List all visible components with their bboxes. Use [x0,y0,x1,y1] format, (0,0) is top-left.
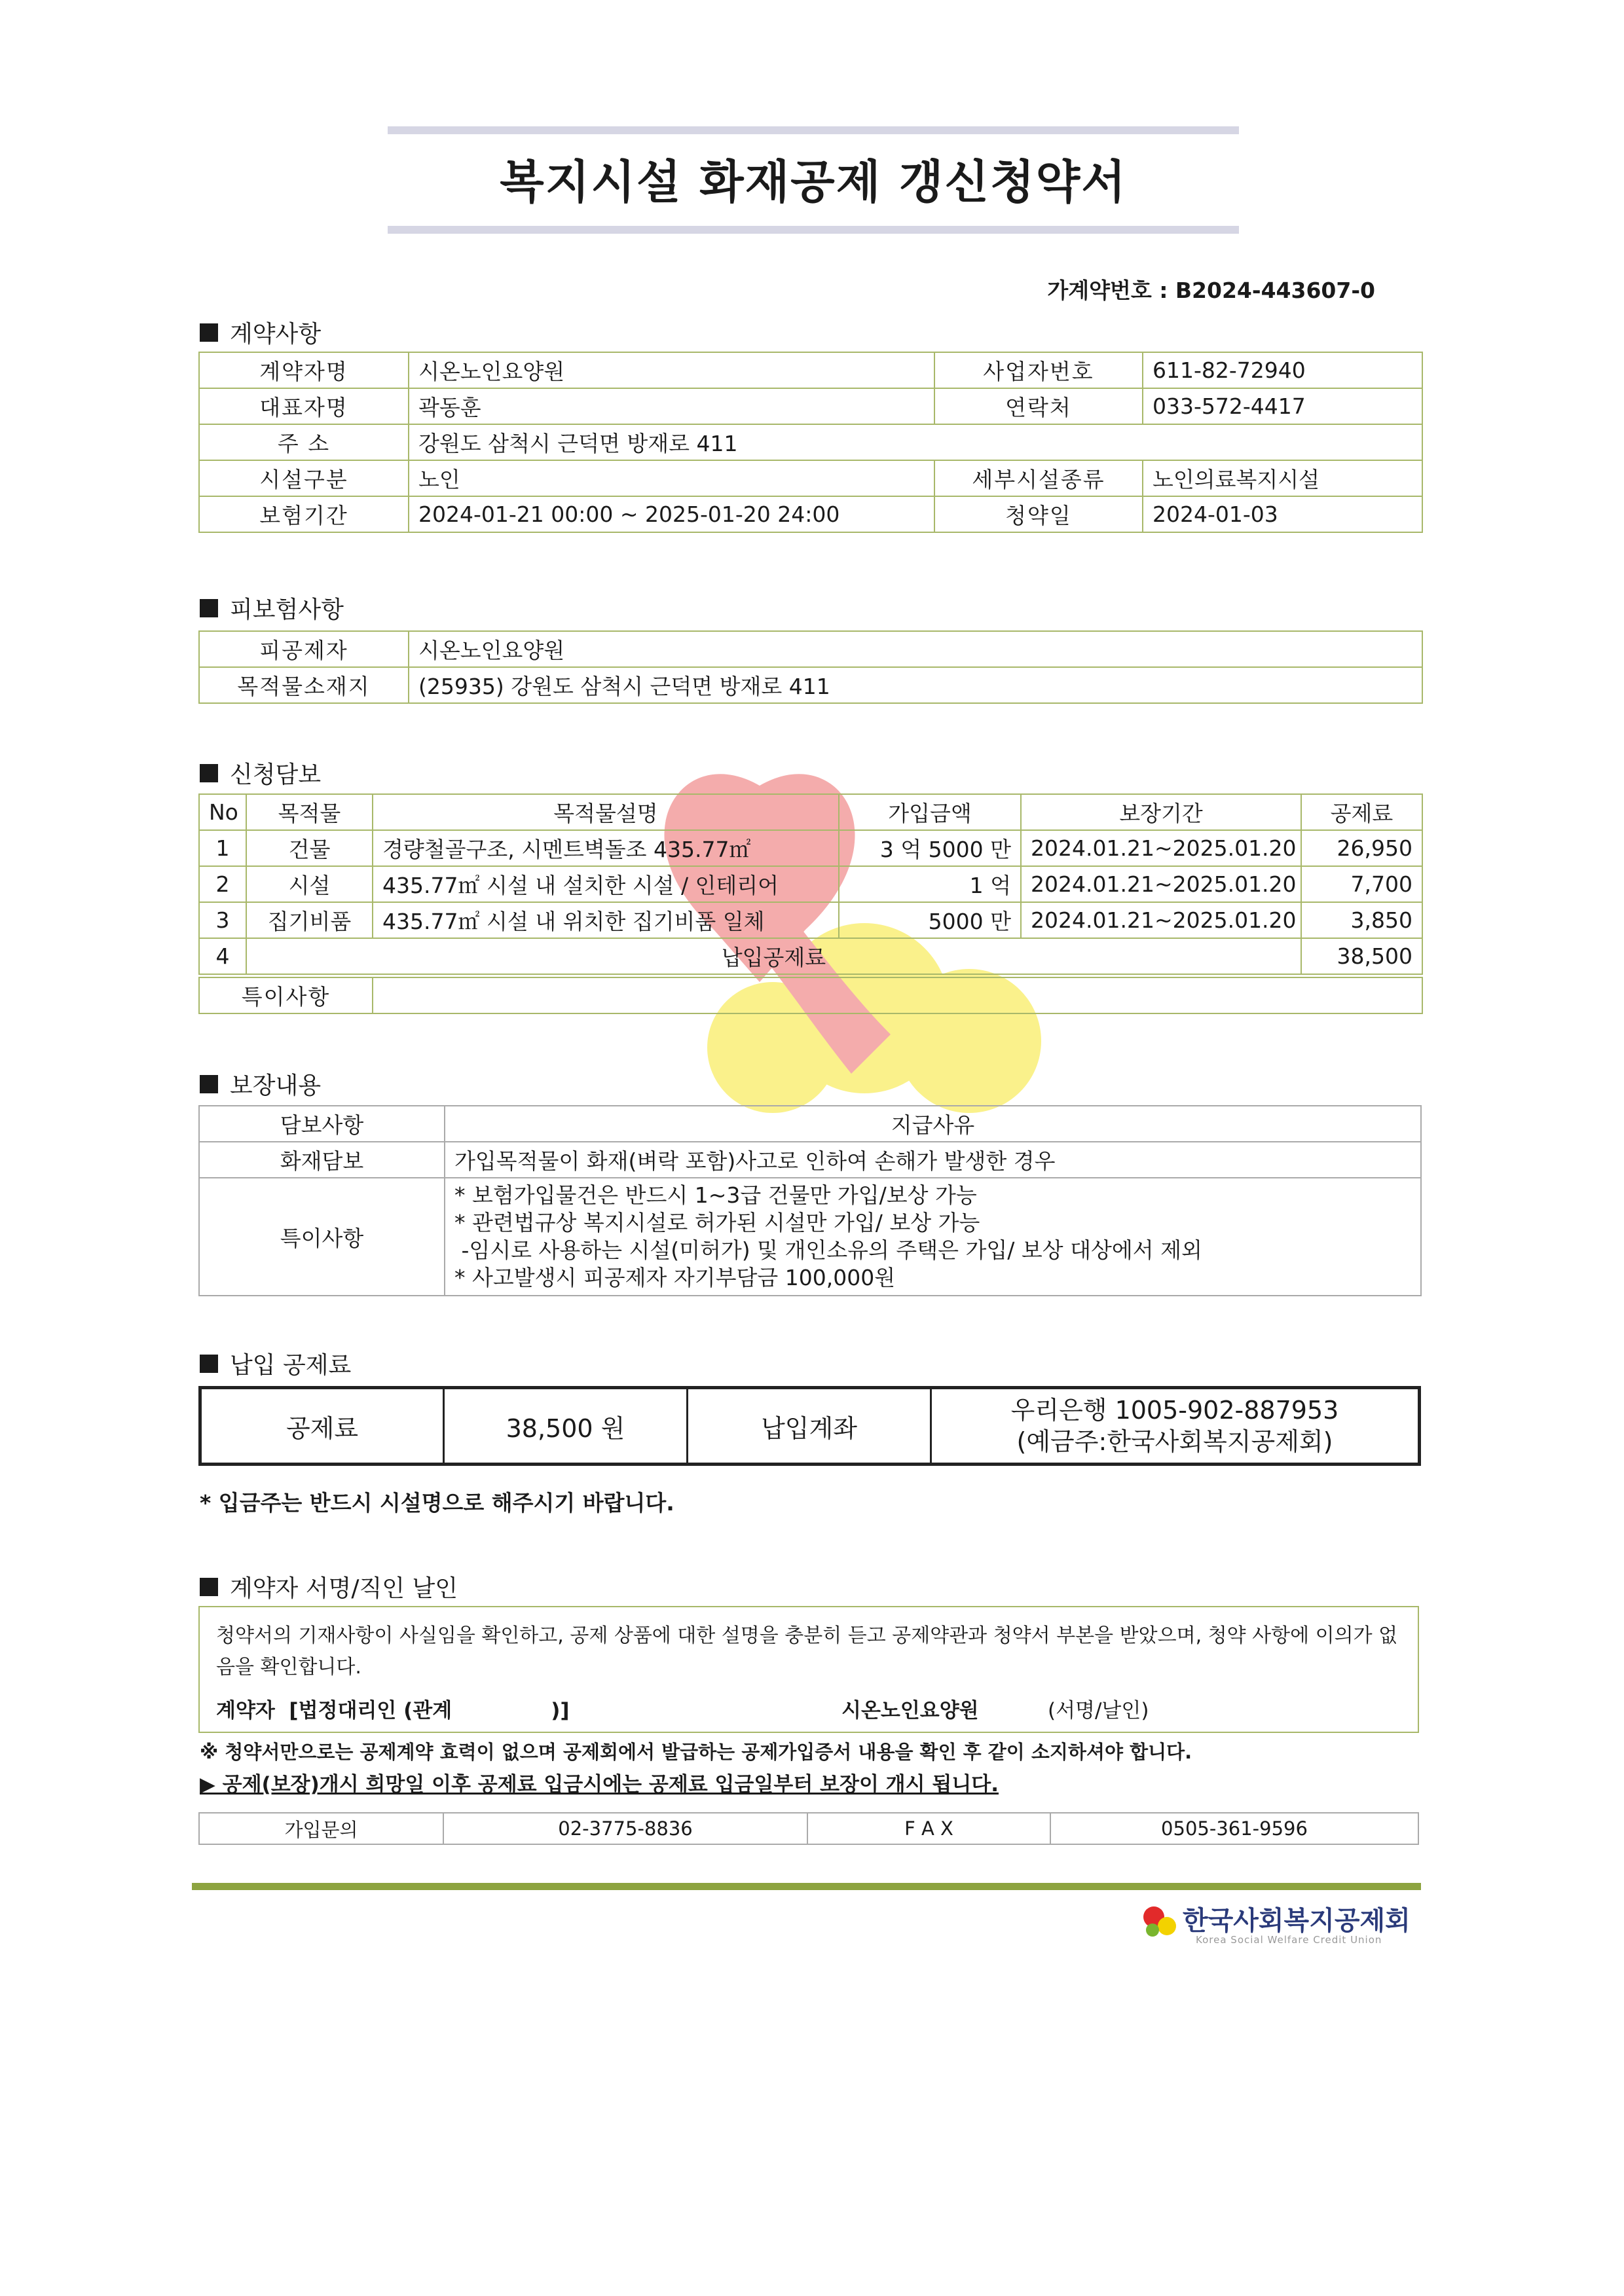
header-item: 목적물 [246,794,373,830]
facility-type-label: 시설구분 [199,460,409,496]
deposit-note: * 입금주는 반드시 시설명으로 해주시기 바랍니다. [200,1490,674,1516]
list-item: * 보험가입물건은 반드시 1~3급 건물만 가입/보상 가능 [454,1182,977,1208]
organization-logo [1139,1899,1428,1951]
row-desc: 435.77㎡ 시설 내 설치한 시설 / 인테리어 [373,866,839,902]
apply-date-value: 2024-01-03 [1143,496,1422,532]
total-premium: 38,500 [1301,938,1422,974]
square-bullet-icon [200,1075,218,1093]
special-value [373,977,1422,1013]
title-top-line [388,126,1239,134]
section-contract-heading [200,316,321,349]
premium-label: 공제료 [200,1388,444,1465]
facility-detail-label: 세부시설종류 [934,460,1143,496]
coverage-content-table [198,1105,1422,1296]
rep-value: 곽동훈 [409,388,934,424]
table-row [199,902,1422,938]
header-period: 보장기간 [1021,794,1301,830]
period-label: 보험기간 [199,496,409,532]
apply-date-label: 청약일 [934,496,1143,532]
header-no: No [199,794,246,830]
business-no-label: 사업자번호 [934,352,1143,388]
account-label: 납입계좌 [688,1388,931,1465]
facility-type-value: 노인 [409,460,934,496]
row-item: 집기비품 [246,902,373,938]
contact-table [198,1812,1419,1845]
inquiry-phone: 02-3775-8836 [443,1813,807,1844]
contractor-value: 시온노인요양원 [409,352,934,388]
period-value: 2024-01-21 00:00 ~ 2025-01-20 24:00 [409,496,934,532]
contract-number: 가계약번호 : B2024-443607-0 [1047,278,1375,303]
row-amount: 1 억 [839,866,1021,902]
account-value [931,1388,1420,1465]
square-bullet-icon [200,764,218,782]
row-item: 건물 [246,830,373,866]
list-item: * 관련법규상 복지시설로 허가된 시설만 가입/ 보상 가능 [454,1210,980,1235]
consent-statement: 청약서의 기재사항이 사실임을 확인하고, 공제 상품에 대한 설명을 충분히 듣고 공제약관과 청약서 부본을 받았으며, 청약 사항에 이의가 없음을 확인합니다. [216,1624,1398,1679]
section-insured-heading [200,591,344,625]
total-row [199,938,1422,974]
row-period: 2024.01.21~2025.01.20 [1021,830,1301,866]
section-signature-heading [200,1570,458,1603]
row-no: 1 [199,830,246,866]
section-payment-heading [200,1347,351,1380]
row-desc: 경량철골구조, 시멘트벽돌조 435.77㎡ [373,830,839,866]
list-item: -임시로 사용하는 시설(미허가) 및 개인소유의 주택은 가입/ 보상 대상에서 제외 [454,1237,1202,1263]
fire-coverage-label: 화재담보 [199,1142,445,1178]
section-title: 보장내용 [230,1072,322,1099]
contact-label: 연락처 [934,388,1143,424]
contact-value: 033-572-4417 [1143,388,1422,424]
row-period: 2024.01.21~2025.01.20 [1021,866,1301,902]
account-holder: (예금주:한국사회복지공제회) [1016,1427,1333,1456]
row-period: 2024.01.21~2025.01.20 [1021,902,1301,938]
contractor-label: 계약자명 [199,352,409,388]
fax-label: F A X [807,1813,1050,1844]
square-bullet-icon [200,1578,218,1596]
row-amount: 5000 만 [839,902,1021,938]
section-coverage-content-heading [200,1067,321,1101]
title-bottom-line [388,226,1239,234]
list-item: * 사고발생시 피공제자 자기부담금 100,000원 [454,1265,896,1290]
coverage-special-label: 특이사항 [199,1178,445,1296]
sign-seal-label: (서명/날인) [1048,1699,1149,1722]
payment-table [198,1386,1421,1466]
row-no: 2 [199,866,246,902]
row-premium: 3,850 [1301,902,1422,938]
document-title: 복지시설 화재공제 갱신청약서 [500,155,1127,209]
address-value: 강원도 삼척시 근덕면 방재로 411 [409,424,1422,460]
section-coverage-request-heading [200,756,321,790]
total-label: 납입공제료 [246,938,1301,974]
section-title: 신청담보 [230,761,322,788]
special-label: 특이사항 [199,977,373,1013]
table-row [199,830,1422,866]
logo-name: 한국사회복지공제회 [1183,1906,1411,1936]
insured-value: 시온노인요양원 [409,631,1422,667]
notice-coverage-start: ▶ 공제(보장)개시 희망일 이후 공제료 입금시에는 공제료 입금일부터 보장이 개시 됩니다. [200,1773,999,1796]
row-no: 3 [199,902,246,938]
row-premium: 7,700 [1301,866,1422,902]
row-amount: 3 억 5000 만 [839,830,1021,866]
coverage-special-list [445,1178,1421,1296]
section-title: 피보험사항 [230,596,344,623]
location-label: 목적물소재지 [199,667,409,703]
row-premium: 26,950 [1301,830,1422,866]
square-bullet-icon [200,1355,218,1373]
row-item: 시설 [246,866,373,902]
facility-detail-value: 노인의료복지시설 [1143,460,1422,496]
square-bullet-icon [200,323,218,342]
section-title: 계약자 서명/직인 날인 [230,1575,458,1602]
header-amount: 가입금액 [839,794,1021,830]
business-no-value: 611-82-72940 [1143,352,1422,388]
contractor-sign-label: 계약자 [법정대리인 (관계 )] [216,1699,570,1722]
rep-label: 대표자명 [199,388,409,424]
coverage-table [198,793,1423,975]
special-note-table [198,977,1423,1014]
inquiry-label: 가입문의 [199,1813,443,1844]
total-no: 4 [199,938,246,974]
notice-validity: ※ 청약서만으로는 공제계약 효력이 없으며 공제회에서 발급하는 공제가입증서 내용을 확인 후 같이 소지하셔야 합니다. [200,1741,1192,1763]
insured-label: 피공제자 [199,631,409,667]
section-title: 계약사항 [230,321,322,348]
fire-coverage-desc: 가입목적물이 화재(벼락 포함)사고로 인하여 손해가 발생한 경우 [445,1142,1421,1178]
insured-table [198,630,1423,704]
section-title: 납입 공제료 [230,1352,352,1379]
contractor-sign-name: 시온노인요양원 [841,1699,979,1722]
square-bullet-icon [200,599,218,617]
col-coverage-item: 담보사항 [199,1106,445,1142]
account-number: 우리은행 1005-902-887953 [1010,1396,1339,1425]
premium-value: 38,500 원 [444,1388,688,1465]
footer-divider [192,1883,1421,1890]
location-value: (25935) 강원도 삼척시 근덕면 방재로 411 [409,667,1422,703]
header-premium: 공제료 [1301,794,1422,830]
table-row [199,866,1422,902]
header-desc: 목적물설명 [373,794,839,830]
col-payment-reason: 지급사유 [445,1106,1421,1142]
contract-table [198,352,1423,533]
row-desc: 435.77㎡ 시설 내 위치한 집기비품 일체 [373,902,839,938]
address-label: 주 소 [199,424,409,460]
fax-number: 0505-361-9596 [1050,1813,1418,1844]
heart-logo-icon [1139,1901,1181,1944]
logo-subtitle: Korea Social Welfare Credit Union [1196,1934,1382,1946]
signature-box [198,1606,1419,1733]
